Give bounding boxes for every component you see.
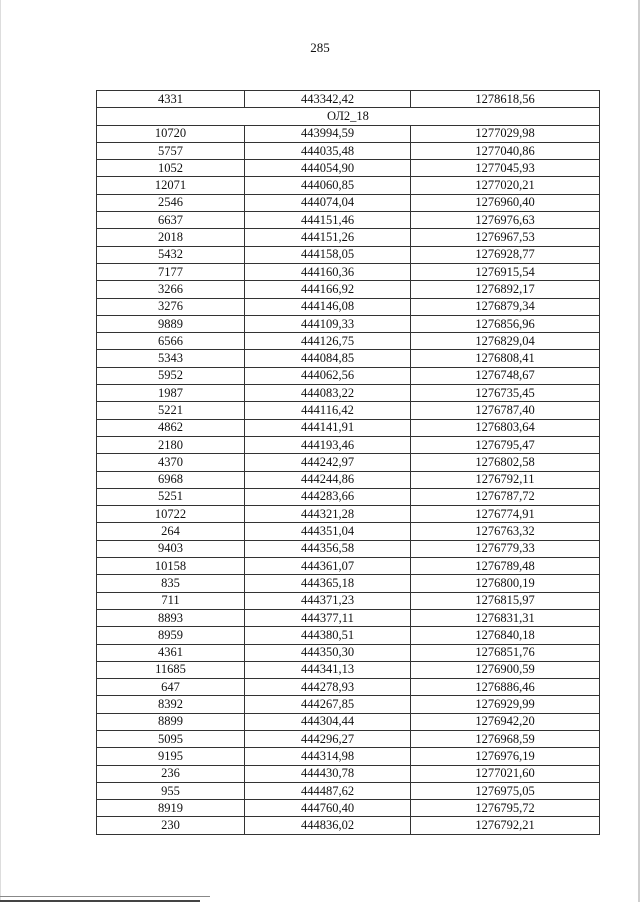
x-coordinate-cell: 444242,97 [245, 454, 411, 471]
x-coordinate-cell: 444341,13 [245, 661, 411, 678]
table-row [97, 177, 600, 194]
table-row [97, 748, 600, 765]
y-coordinate-cell: 1276792,21 [411, 817, 600, 834]
point-number-cell: 8392 [97, 696, 245, 713]
x-coordinate-cell: 444193,46 [245, 436, 411, 453]
y-coordinate-cell: 1276763,32 [411, 523, 600, 540]
y-coordinate-cell: 1276976,63 [411, 212, 600, 229]
point-number-cell: 9195 [97, 748, 245, 765]
y-coordinate-cell: 1276856,96 [411, 315, 600, 332]
point-number-cell: 835 [97, 575, 245, 592]
table-row [97, 367, 600, 384]
y-coordinate-cell: 1276892,17 [411, 281, 600, 298]
x-coordinate-cell: 444283,66 [245, 488, 411, 505]
x-coordinate-cell: 443342,42 [245, 91, 411, 108]
y-coordinate-cell: 1276915,54 [411, 263, 600, 280]
y-coordinate-cell: 1276900,59 [411, 661, 600, 678]
table-row [97, 281, 600, 298]
point-number-cell: 264 [97, 523, 245, 540]
y-coordinate-cell: 1277040,86 [411, 142, 600, 159]
point-number-cell: 5095 [97, 730, 245, 747]
x-coordinate-cell: 444151,26 [245, 229, 411, 246]
y-coordinate-cell: 1276748,67 [411, 367, 600, 384]
point-number-cell: 3276 [97, 298, 245, 315]
point-number-cell: 10720 [97, 125, 245, 142]
point-number-cell: 10158 [97, 558, 245, 575]
table-row [97, 713, 600, 730]
table-row [97, 350, 600, 367]
x-coordinate-cell: 444760,40 [245, 800, 411, 817]
point-number-cell: 4331 [97, 91, 245, 108]
point-number-cell: 3266 [97, 281, 245, 298]
table-row [97, 246, 600, 263]
scan-edge-bottom-light [0, 896, 210, 897]
table-row [97, 194, 600, 211]
table-row [97, 523, 600, 540]
y-coordinate-cell: 1277029,98 [411, 125, 600, 142]
point-number-cell: 2180 [97, 436, 245, 453]
y-coordinate-cell: 1276968,59 [411, 730, 600, 747]
point-number-cell: 6566 [97, 333, 245, 350]
page-number: 285 [310, 40, 330, 55]
x-coordinate-cell: 443994,59 [245, 125, 411, 142]
table-row [97, 402, 600, 419]
y-coordinate-cell: 1276928,77 [411, 246, 600, 263]
point-number-cell: 4862 [97, 419, 245, 436]
point-number-cell: 4361 [97, 644, 245, 661]
y-coordinate-cell: 1277020,21 [411, 177, 600, 194]
table-row [97, 488, 600, 505]
point-number-cell: 8893 [97, 609, 245, 626]
y-coordinate-cell: 1277045,93 [411, 160, 600, 177]
table-row [97, 125, 600, 142]
x-coordinate-cell: 444365,18 [245, 575, 411, 592]
x-coordinate-cell: 444380,51 [245, 627, 411, 644]
x-coordinate-cell: 444267,85 [245, 696, 411, 713]
x-coordinate-cell: 444158,05 [245, 246, 411, 263]
y-coordinate-cell: 1276960,40 [411, 194, 600, 211]
x-coordinate-cell: 444361,07 [245, 558, 411, 575]
x-coordinate-cell: 444278,93 [245, 679, 411, 696]
y-coordinate-cell: 1276779,33 [411, 540, 600, 557]
x-coordinate-cell: 444084,85 [245, 350, 411, 367]
point-number-cell: 9889 [97, 315, 245, 332]
table-row [97, 644, 600, 661]
table-row [97, 385, 600, 402]
y-coordinate-cell: 1276787,72 [411, 488, 600, 505]
point-number-cell: 236 [97, 765, 245, 782]
point-number-cell: 12071 [97, 177, 245, 194]
coordinates-table [96, 90, 600, 835]
coordinates-table-body [97, 91, 600, 835]
point-number-cell: 711 [97, 592, 245, 609]
y-coordinate-cell: 1276815,97 [411, 592, 600, 609]
x-coordinate-cell: 444836,02 [245, 817, 411, 834]
x-coordinate-cell: 444356,58 [245, 540, 411, 557]
table-row [97, 782, 600, 799]
x-coordinate-cell: 444062,56 [245, 367, 411, 384]
table-row [97, 212, 600, 229]
y-coordinate-cell: 1276967,53 [411, 229, 600, 246]
point-number-cell: 230 [97, 817, 245, 834]
table-row [97, 817, 600, 834]
x-coordinate-cell: 444321,28 [245, 506, 411, 523]
y-coordinate-cell: 1276800,19 [411, 575, 600, 592]
y-coordinate-cell: 1276829,04 [411, 333, 600, 350]
y-coordinate-cell: 1276735,45 [411, 385, 600, 402]
y-coordinate-cell: 1276787,40 [411, 402, 600, 419]
point-number-cell: 1987 [97, 385, 245, 402]
table-row [97, 160, 600, 177]
y-coordinate-cell: 1276795,47 [411, 436, 600, 453]
y-coordinate-cell: 1276886,46 [411, 679, 600, 696]
point-number-cell: 11685 [97, 661, 245, 678]
table-row [97, 229, 600, 246]
x-coordinate-cell: 444160,36 [245, 263, 411, 280]
point-number-cell: 10722 [97, 506, 245, 523]
y-coordinate-cell: 1276803,64 [411, 419, 600, 436]
point-number-cell: 8959 [97, 627, 245, 644]
y-coordinate-cell: 1276879,34 [411, 298, 600, 315]
x-coordinate-cell: 444060,85 [245, 177, 411, 194]
point-number-cell: 955 [97, 782, 245, 799]
point-number-cell: 8899 [97, 713, 245, 730]
table-row [97, 540, 600, 557]
table-row [97, 730, 600, 747]
x-coordinate-cell: 444166,92 [245, 281, 411, 298]
point-number-cell: 2018 [97, 229, 245, 246]
table-row [97, 471, 600, 488]
x-coordinate-cell: 444151,46 [245, 212, 411, 229]
x-coordinate-cell: 444054,90 [245, 160, 411, 177]
y-coordinate-cell: 1276808,41 [411, 350, 600, 367]
x-coordinate-cell: 444035,48 [245, 142, 411, 159]
y-coordinate-cell: 1276831,31 [411, 609, 600, 626]
table-row [97, 419, 600, 436]
x-coordinate-cell: 444350,30 [245, 644, 411, 661]
table-row [97, 609, 600, 626]
table-row [97, 91, 600, 108]
table-row [97, 592, 600, 609]
y-coordinate-cell: 1276851,76 [411, 644, 600, 661]
x-coordinate-cell: 444296,27 [245, 730, 411, 747]
table-row [97, 800, 600, 817]
table-row [97, 506, 600, 523]
x-coordinate-cell: 444141,91 [245, 419, 411, 436]
point-number-cell: 4370 [97, 454, 245, 471]
y-coordinate-cell: 1276802,58 [411, 454, 600, 471]
x-coordinate-cell: 444116,42 [245, 402, 411, 419]
y-coordinate-cell: 1276789,48 [411, 558, 600, 575]
table-row [97, 696, 600, 713]
x-coordinate-cell: 444304,44 [245, 713, 411, 730]
table-row [97, 661, 600, 678]
point-number-cell: 2546 [97, 194, 245, 211]
x-coordinate-cell: 444377,11 [245, 609, 411, 626]
point-number-cell: 647 [97, 679, 245, 696]
point-number-cell: 5221 [97, 402, 245, 419]
table-row [97, 263, 600, 280]
table-row [97, 298, 600, 315]
table-row [97, 558, 600, 575]
table-row [97, 142, 600, 159]
point-number-cell: 5757 [97, 142, 245, 159]
x-coordinate-cell: 444074,04 [245, 194, 411, 211]
point-number-cell: 9403 [97, 540, 245, 557]
x-coordinate-cell: 444351,04 [245, 523, 411, 540]
y-coordinate-cell: 1276795,72 [411, 800, 600, 817]
y-coordinate-cell: 1277021,60 [411, 765, 600, 782]
table-row [97, 454, 600, 471]
y-coordinate-cell: 1276976,19 [411, 748, 600, 765]
point-number-cell: 6968 [97, 471, 245, 488]
point-number-cell: 7177 [97, 263, 245, 280]
point-number-cell: 5952 [97, 367, 245, 384]
table-row [97, 575, 600, 592]
table-row [97, 436, 600, 453]
point-number-cell: 5432 [97, 246, 245, 263]
x-coordinate-cell: 444109,33 [245, 315, 411, 332]
point-number-cell: 1052 [97, 160, 245, 177]
section-title: ОЛ2_18 [97, 108, 600, 125]
y-coordinate-cell: 1276792,11 [411, 471, 600, 488]
x-coordinate-cell: 444126,75 [245, 333, 411, 350]
y-coordinate-cell: 1276840,18 [411, 627, 600, 644]
y-coordinate-cell: 1276942,20 [411, 713, 600, 730]
point-number-cell: 5251 [97, 488, 245, 505]
x-coordinate-cell: 444487,62 [245, 782, 411, 799]
table-row [97, 315, 600, 332]
x-coordinate-cell: 444430,78 [245, 765, 411, 782]
x-coordinate-cell: 444146,08 [245, 298, 411, 315]
y-coordinate-cell: 1276975,05 [411, 782, 600, 799]
y-coordinate-cell: 1276929,99 [411, 696, 600, 713]
table-row [97, 679, 600, 696]
section-header-row [97, 108, 600, 125]
point-number-cell: 8919 [97, 800, 245, 817]
table-row [97, 627, 600, 644]
y-coordinate-cell: 1276774,91 [411, 506, 600, 523]
x-coordinate-cell: 444083,22 [245, 385, 411, 402]
point-number-cell: 5343 [97, 350, 245, 367]
x-coordinate-cell: 444371,23 [245, 592, 411, 609]
point-number-cell: 6637 [97, 212, 245, 229]
y-coordinate-cell: 1278618,56 [411, 91, 600, 108]
x-coordinate-cell: 444314,98 [245, 748, 411, 765]
x-coordinate-cell: 444244,86 [245, 471, 411, 488]
table-row [97, 333, 600, 350]
table-row [97, 765, 600, 782]
scan-edge-left [0, 0, 1, 902]
